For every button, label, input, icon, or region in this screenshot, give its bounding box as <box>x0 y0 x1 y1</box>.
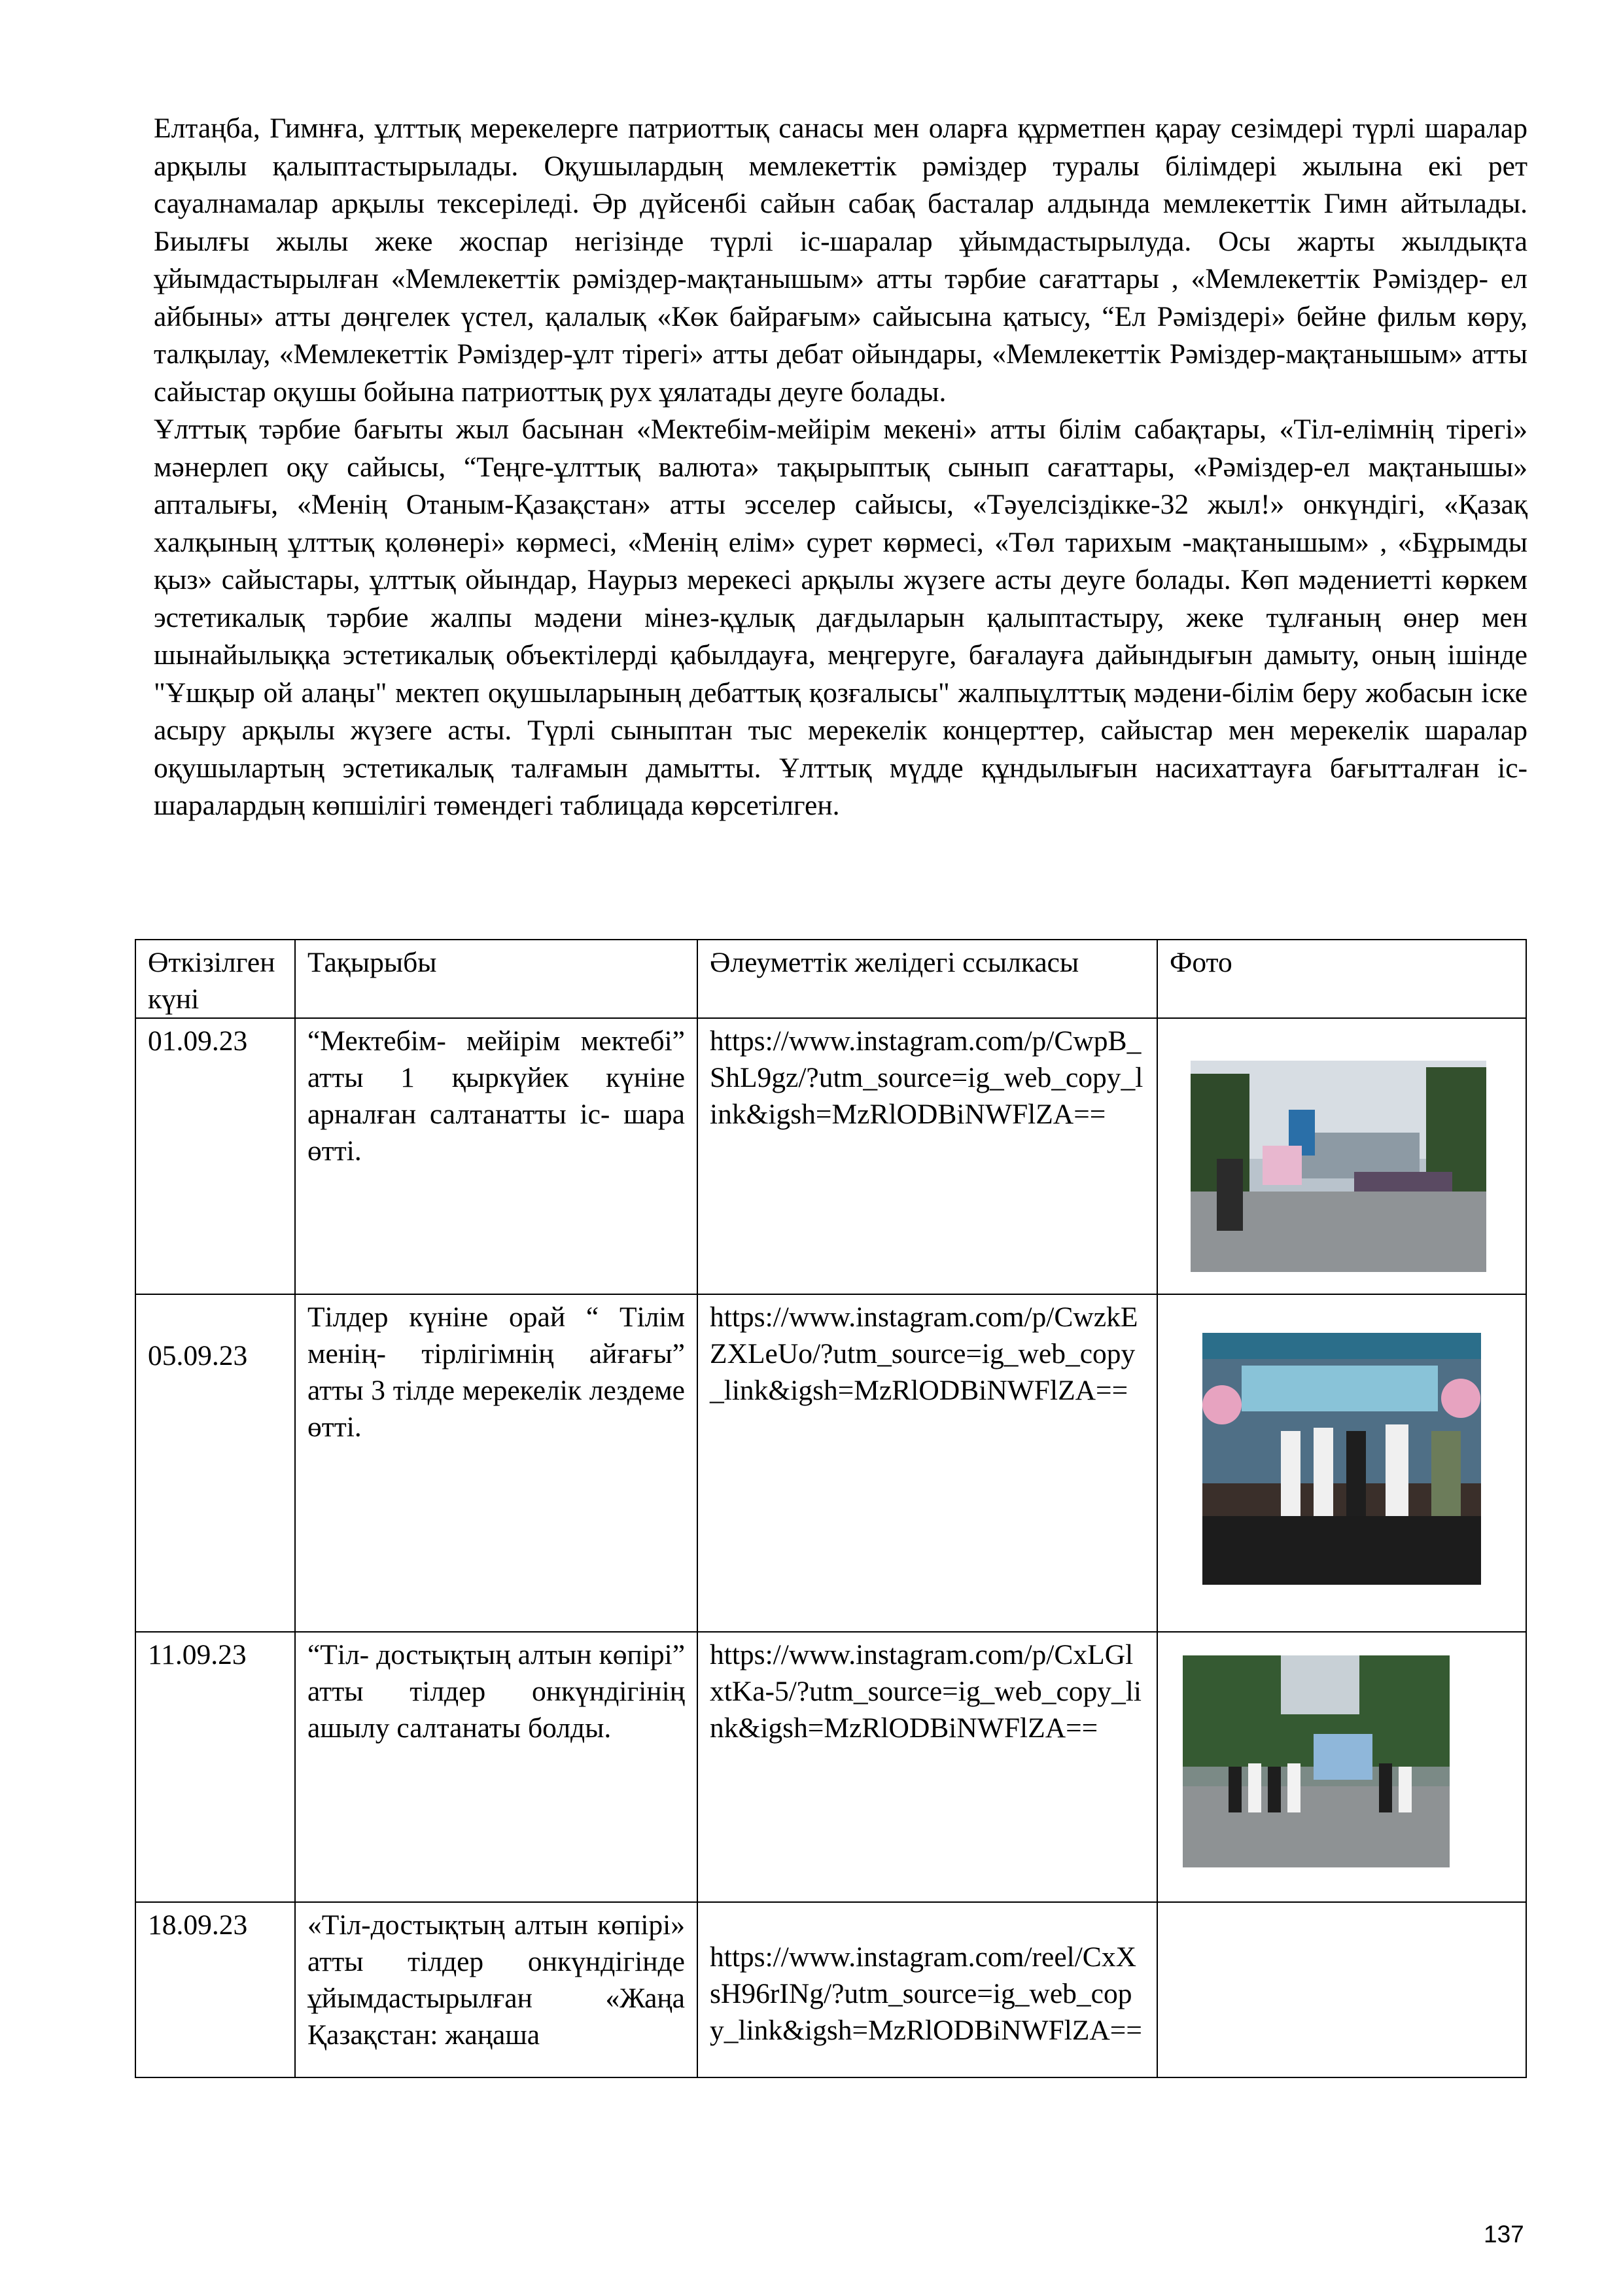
event-link[interactable]: https://www.instagram.com/p/CxLGlxtKa-5/?utm_source=ig_web_copy_link&igsh=MzRlODBiNWFlZA== <box>697 1632 1157 1902</box>
event-photo <box>1202 1333 1481 1585</box>
event-link[interactable]: https://www.instagram.com/p/CwzkEZXLeUo/?utm_source=ig_web_copy_link&igsh=MzRlODBiNWFlZA== <box>697 1294 1157 1632</box>
header-link: Әлеуметтік желідегі ссылкасы <box>697 940 1157 1018</box>
event-date: 11.09.23 <box>135 1632 295 1902</box>
event-link[interactable]: https://www.instagram.com/p/CwpB_ShL9gz/?utm_source=ig_web_copy_link&igsh=MzRlODBiNWFlZA== <box>697 1018 1157 1294</box>
events-table <box>135 939 1527 2078</box>
body-text <box>154 110 1527 825</box>
header-date: Өткізілген күні <box>135 940 295 1018</box>
page-number: 137 <box>1484 2221 1524 2248</box>
event-photo-cell-empty <box>1157 1902 1526 2077</box>
event-photo <box>1191 1061 1486 1272</box>
event-date: 01.09.23 <box>135 1018 295 1294</box>
event-topic: “Мектебім- мейірім мектебі” атты 1 қыркүйек күніне арналған салтанатты іс- шара өтті. <box>295 1018 697 1294</box>
paragraph-2: Ұлттық тәрбие бағыты жыл басынан «Мектебім-мейірім мекені» атты білім сабақтары, «Тіл-елімнің тірегі» мәнерлеп оқу сайысы, “Теңге-ұлттық валюта» тақырыптық сынып сағаттары, «Рәміздер-ел мақтанышы» апталығы, «Менің Отаным-Қазақстан» атты эсселер сайысы, «Тәуелсіздікке-32 жыл!» онкүндігі, «Қазақ халқының ұлттық қолөнері» көрмесі, «Менің елім» сурет көрмесі, «Төл тарихым -мақтанышым» , «Бұрымды қыз» сайыстары, ұлттық ойындар, Наурыз мерекесі арқылы жүзеге асты деуге болады. Көп мәдениетті көркем эстетикалық тәрбие жалпы мәдени мінез-құлық дағдыларын қалыптастыру, жеке тұлғаның өнер мен шынайылыққа эстетикалық объектілерді қабылдауға, меңгеруге, бағалауға дайындығын дамыту, оның ішінде "Ұшқыр ой алаңы" мектеп оқушыларының дебаттық қозғалысы" жалпыұлттық мәдени-білім беру жобасын іске асыру арқылы жүзеге асты. Түрлі сыныптан тыс мерекелік концерттер, сайыстар мен мерекелік шаралар оқушылартың эстетикалық талғамын дамытты. Ұлттық мүдде құндылығын насихаттауға бағытталған іс-шаралардың көпшілігі төмендегі таблицада көрсетілген. <box>154 414 1527 821</box>
paragraph-1: Елтаңба, Гимнға, ұлттық мерекелерге патриоттық санасы мен оларға құрметпен қарау сезімдері түрлі шаралар арқылы қалыптастырылады. Оқушылардың мемлекеттік рәміздер туралы білімдері жылына екі рет сауалнамалар арқылы тексеріледі. Әр дүйсенбі сайын сабақ басталар алдында мемлекеттік Гимн айтылады. Биылғы жылы жеке жоспар негізінде түрлі іс-шаралар ұйымдастырылуда. Осы жарты жылдықта ұйымдастырылған «Мемлекеттік рәміздер-мақтанышым» атты тәрбие сағаттары , «Мемлекеттік Рәміздер- ел айбыны» атты дөңгелек үстел, қалалық «Көк байрағым» сайысына қатысу, “Ел Рәміздері» бейне фильм көру, талқылау, «Мемлекеттік Рәміздер-ұлт тірегі» атты дебат ойындары, «Мемлекеттік Рәміздер-мақтанышым» атты сайыстар оқушы бойына патриоттық рух ұялатады деуге болады. <box>154 113 1527 408</box>
event-link[interactable]: https://www.instagram.com/reel/CxXsH96rINg/?utm_source=ig_web_copy_link&igsh=MzRlODBiNWFlZA== <box>697 1902 1157 2077</box>
table-row <box>135 1294 1526 1632</box>
event-photo <box>1183 1655 1450 1867</box>
event-date: 05.09.23 <box>135 1294 295 1632</box>
event-topic: «Тіл-достықтың алтын көпірі» атты тілдер онкүндігінде ұйымдастырылған «Жаңа Қазақстан: жаңаша <box>295 1902 697 2077</box>
event-photo-cell <box>1157 1294 1526 1632</box>
event-date: 18.09.23 <box>135 1902 295 2077</box>
event-topic: Тілдер күніне орай “ Тілім менің- тірлігімнің айғағы” атты 3 тілде мерекелік лездеме өтті. <box>295 1294 697 1632</box>
table-row <box>135 1902 1526 2077</box>
table-header-row <box>135 940 1526 1018</box>
table-row <box>135 1632 1526 1902</box>
event-photo-cell <box>1157 1632 1526 1902</box>
table-row <box>135 1018 1526 1294</box>
event-topic: “Тіл- достықтың алтын көпірі” атты тілдер онкүндігінің ашылу салтанаты болды. <box>295 1632 697 1902</box>
event-photo-cell <box>1157 1018 1526 1294</box>
header-topic: Тақырыбы <box>295 940 697 1018</box>
header-photo: Фото <box>1157 940 1526 1018</box>
